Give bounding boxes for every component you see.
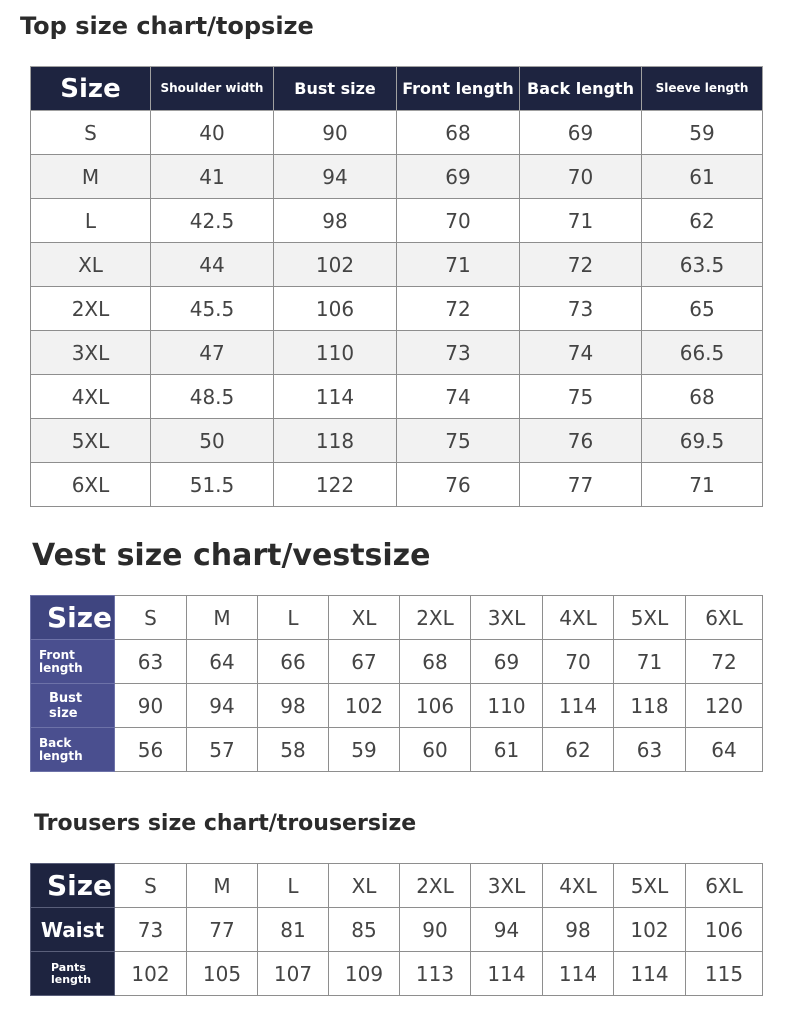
value-cell: 68	[400, 640, 471, 684]
back-length-cell: 69	[520, 111, 642, 155]
size-cell: XL	[329, 596, 400, 640]
size-cell: 6XL	[686, 864, 763, 908]
value-cell: 98	[258, 684, 329, 728]
sleeve-length-cell: 69.5	[642, 419, 763, 463]
value-cell: 105	[187, 952, 258, 996]
front-length-cell: 76	[397, 463, 520, 507]
value-cell: 90	[115, 684, 187, 728]
size-cell: L	[258, 864, 329, 908]
value-cell: 62	[543, 728, 614, 772]
sleeve-length-cell: 66.5	[642, 331, 763, 375]
table-row	[31, 596, 763, 640]
size-cell: 2XL	[31, 287, 151, 331]
top-size-chart-title: Top size chart/topsize	[20, 12, 314, 40]
front-length-cell: 71	[397, 243, 520, 287]
size-cell: 4XL	[543, 864, 614, 908]
size-cell: L	[31, 199, 151, 243]
table-row	[31, 419, 763, 463]
sleeve-length-cell: 68	[642, 375, 763, 419]
header-shoulder-width: Shoulder width	[151, 67, 274, 111]
shoulder-width-cell: 51.5	[151, 463, 274, 507]
back-length-cell: 76	[520, 419, 642, 463]
value-cell: 73	[115, 908, 187, 952]
size-cell: M	[187, 596, 258, 640]
size-cell: 3XL	[471, 596, 543, 640]
value-cell: 67	[329, 640, 400, 684]
header-size: Size	[31, 67, 151, 111]
size-cell: 2XL	[400, 596, 471, 640]
value-cell: 120	[686, 684, 763, 728]
value-cell: 59	[329, 728, 400, 772]
table-row	[31, 640, 763, 684]
value-cell: 115	[686, 952, 763, 996]
value-cell: 58	[258, 728, 329, 772]
sleeve-length-cell: 62	[642, 199, 763, 243]
size-cell: 2XL	[400, 864, 471, 908]
front-length-cell: 73	[397, 331, 520, 375]
size-cell: XL	[31, 243, 151, 287]
value-cell: 94	[187, 684, 258, 728]
bust-size-cell: 106	[274, 287, 397, 331]
shoulder-width-cell: 48.5	[151, 375, 274, 419]
table-row	[31, 331, 763, 375]
table-row	[31, 684, 763, 728]
size-cell: M	[187, 864, 258, 908]
size-cell: 3XL	[31, 331, 151, 375]
front-length-cell: 72	[397, 287, 520, 331]
value-cell: 81	[258, 908, 329, 952]
back-length-cell: 75	[520, 375, 642, 419]
sleeve-length-cell: 61	[642, 155, 763, 199]
size-cell: S	[31, 111, 151, 155]
value-cell: 61	[471, 728, 543, 772]
value-cell: 56	[115, 728, 187, 772]
row-label-bust-size: Bust size	[31, 684, 115, 728]
shoulder-width-cell: 44	[151, 243, 274, 287]
size-cell: 5XL	[614, 596, 686, 640]
bust-size-cell: 102	[274, 243, 397, 287]
size-cell: S	[115, 596, 187, 640]
row-label-size: Size	[31, 596, 115, 640]
back-length-cell: 77	[520, 463, 642, 507]
value-cell: 114	[543, 684, 614, 728]
size-cell: 5XL	[31, 419, 151, 463]
size-cell: 6XL	[31, 463, 151, 507]
value-cell: 98	[543, 908, 614, 952]
header-sleeve-length: Sleeve length	[642, 67, 763, 111]
value-cell: 70	[543, 640, 614, 684]
table-row	[31, 728, 763, 772]
sleeve-length-cell: 59	[642, 111, 763, 155]
value-cell: 63	[614, 728, 686, 772]
value-cell: 114	[543, 952, 614, 996]
value-cell: 77	[187, 908, 258, 952]
table-row	[31, 199, 763, 243]
row-label-back-length: Back length	[31, 728, 115, 772]
value-cell: 64	[686, 728, 763, 772]
size-cell: XL	[329, 864, 400, 908]
bust-size-cell: 94	[274, 155, 397, 199]
shoulder-width-cell: 45.5	[151, 287, 274, 331]
row-label-front-length: Front length	[31, 640, 115, 684]
table-row	[31, 463, 763, 507]
sleeve-length-cell: 65	[642, 287, 763, 331]
header-bust-size: Bust size	[274, 67, 397, 111]
value-cell: 66	[258, 640, 329, 684]
bust-size-cell: 114	[274, 375, 397, 419]
value-cell: 72	[686, 640, 763, 684]
back-length-cell: 71	[520, 199, 642, 243]
size-cell: M	[31, 155, 151, 199]
top-size-table	[30, 66, 763, 507]
value-cell: 64	[187, 640, 258, 684]
size-cell: 3XL	[471, 864, 543, 908]
row-label-size: Size	[31, 864, 115, 908]
trousers-size-chart-title: Trousers size chart/trousersize	[34, 811, 417, 836]
front-length-cell: 68	[397, 111, 520, 155]
table-row	[31, 243, 763, 287]
header-front-length: Front length	[397, 67, 520, 111]
value-cell: 118	[614, 684, 686, 728]
value-cell: 60	[400, 728, 471, 772]
shoulder-width-cell: 40	[151, 111, 274, 155]
value-cell: 109	[329, 952, 400, 996]
shoulder-width-cell: 50	[151, 419, 274, 463]
back-length-cell: 70	[520, 155, 642, 199]
front-length-cell: 74	[397, 375, 520, 419]
value-cell: 94	[471, 908, 543, 952]
header-back-length: Back length	[520, 67, 642, 111]
value-cell: 102	[115, 952, 187, 996]
table-row	[31, 908, 763, 952]
value-cell: 113	[400, 952, 471, 996]
value-cell: 107	[258, 952, 329, 996]
back-length-cell: 73	[520, 287, 642, 331]
value-cell: 114	[471, 952, 543, 996]
size-cell: 6XL	[686, 596, 763, 640]
table-row	[31, 111, 763, 155]
bust-size-cell: 90	[274, 111, 397, 155]
value-cell: 106	[686, 908, 763, 952]
value-cell: 63	[115, 640, 187, 684]
table-row	[31, 287, 763, 331]
table-row	[31, 155, 763, 199]
size-cell: L	[258, 596, 329, 640]
value-cell: 69	[471, 640, 543, 684]
bust-size-cell: 98	[274, 199, 397, 243]
front-length-cell: 75	[397, 419, 520, 463]
bust-size-cell: 118	[274, 419, 397, 463]
value-cell: 71	[614, 640, 686, 684]
bust-size-cell: 110	[274, 331, 397, 375]
size-cell: 4XL	[543, 596, 614, 640]
table-row	[31, 952, 763, 996]
back-length-cell: 74	[520, 331, 642, 375]
value-cell: 102	[329, 684, 400, 728]
shoulder-width-cell: 41	[151, 155, 274, 199]
row-label-pants-length: Pants length	[31, 952, 115, 996]
shoulder-width-cell: 47	[151, 331, 274, 375]
value-cell: 110	[471, 684, 543, 728]
value-cell: 114	[614, 952, 686, 996]
bust-size-cell: 122	[274, 463, 397, 507]
row-label-waist: Waist	[31, 908, 115, 952]
size-cell: 5XL	[614, 864, 686, 908]
sleeve-length-cell: 71	[642, 463, 763, 507]
value-cell: 102	[614, 908, 686, 952]
trousers-size-table	[30, 863, 763, 996]
value-cell: 90	[400, 908, 471, 952]
vest-size-table	[30, 595, 763, 772]
front-length-cell: 69	[397, 155, 520, 199]
back-length-cell: 72	[520, 243, 642, 287]
table-row	[31, 375, 763, 419]
value-cell: 57	[187, 728, 258, 772]
sleeve-length-cell: 63.5	[642, 243, 763, 287]
vest-size-chart-title: Vest size chart/vestsize	[32, 538, 431, 573]
table-row	[31, 864, 763, 908]
top-header-row	[31, 67, 763, 111]
value-cell: 85	[329, 908, 400, 952]
size-cell: 4XL	[31, 375, 151, 419]
size-cell: S	[115, 864, 187, 908]
shoulder-width-cell: 42.5	[151, 199, 274, 243]
value-cell: 106	[400, 684, 471, 728]
front-length-cell: 70	[397, 199, 520, 243]
